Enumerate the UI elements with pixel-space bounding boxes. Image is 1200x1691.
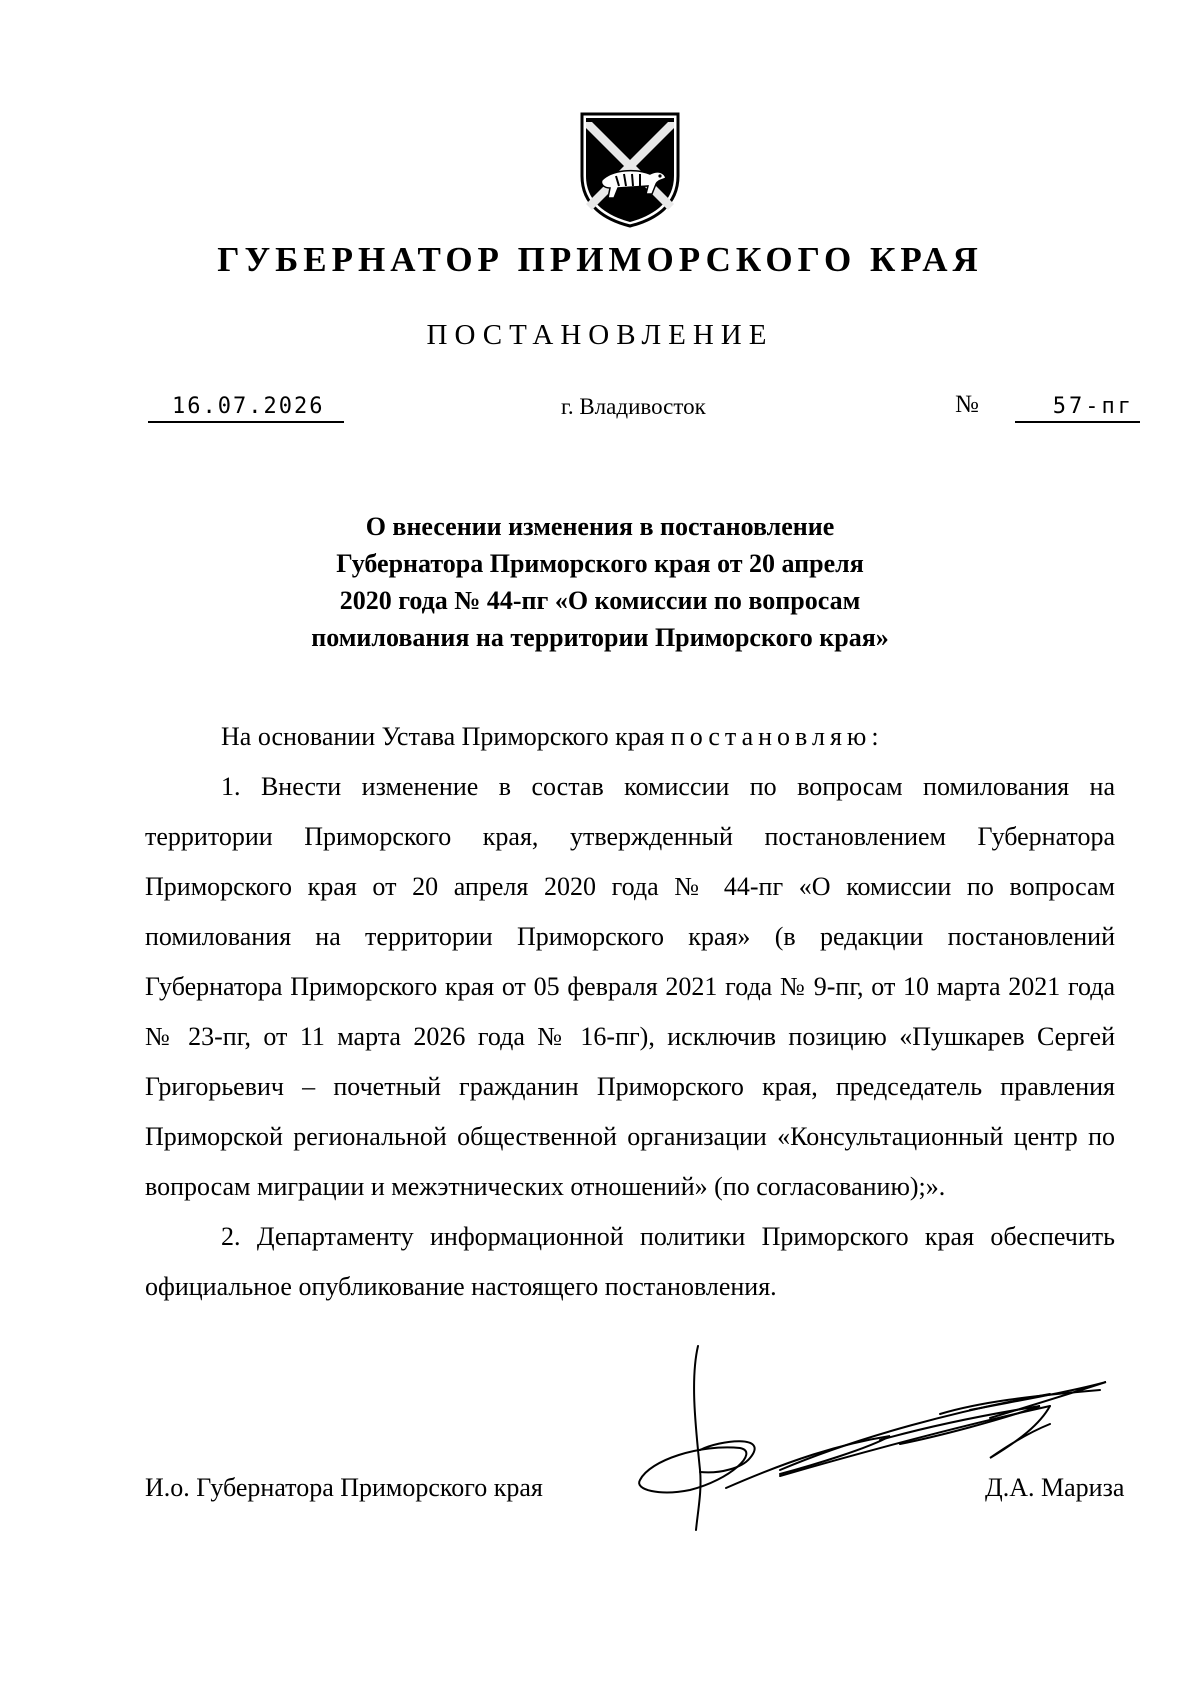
- date-field: [148, 393, 344, 423]
- city-label: г. Владивосток: [561, 394, 706, 419]
- document-body: [145, 712, 1115, 1312]
- signatory-name: Д.А. Мариза: [985, 1473, 1125, 1502]
- document-type: ПОСТАНОВЛЕНИЕ: [426, 319, 774, 351]
- item-2: 2. Департаменту информационной политики Приморского края обеспечить официальное опубликование настоящего постановления.: [145, 1222, 1115, 1301]
- title-line: Губернатора Приморского края от 20 апреля: [336, 549, 864, 578]
- document-number: 57-пг: [1052, 394, 1134, 419]
- preamble-keyword: постановляю: [670, 722, 872, 751]
- signatory-role: И.о. Губернатора Приморского края: [145, 1473, 543, 1502]
- preamble-text: На основании Устава Приморского края: [221, 722, 671, 751]
- title-line: О внесении изменения в постановление: [365, 512, 835, 541]
- coat-of-arms-icon: [578, 110, 682, 228]
- preamble-colon: :: [871, 722, 879, 751]
- issuer-heading: ГУБЕРНАТОР ПРИМОРСКОГО КРАЯ: [217, 240, 983, 279]
- item-1: 1. Внести изменение в состав комиссии по вопросам помилования на территории Приморского края, утвержденный постановлением Губернатора Приморского края от 20 апреля 2020 года № 44-пг «О комиссии по вопросам помилования на территории Приморского края» (в редакции постановлений Губернатора Приморского края от 05 февраля 2021 года № 9-пг, от 10 марта 2021 года № 23-пг, от 11 марта 2026 года № 16-пг), исключив позицию «Пушкарев Сергей Григорьевич – почетный гражданин Приморского края, председатель правления Приморской региональной общественной организации «Консультационный центр по вопросам миграции и межэтнических отношений» (по согласованию);».: [145, 772, 1115, 1201]
- document-title: [240, 508, 960, 656]
- number-field: [1015, 393, 1140, 423]
- document-date: 16.07.2026: [172, 394, 325, 419]
- title-line: помилования на территории Приморского края»: [311, 623, 889, 652]
- preamble: [145, 712, 1115, 762]
- number-sign: №: [955, 391, 979, 418]
- handwritten-signature: [630, 1340, 1110, 1540]
- title-line: 2020 года № 44-пг «О комиссии по вопросам: [339, 586, 861, 615]
